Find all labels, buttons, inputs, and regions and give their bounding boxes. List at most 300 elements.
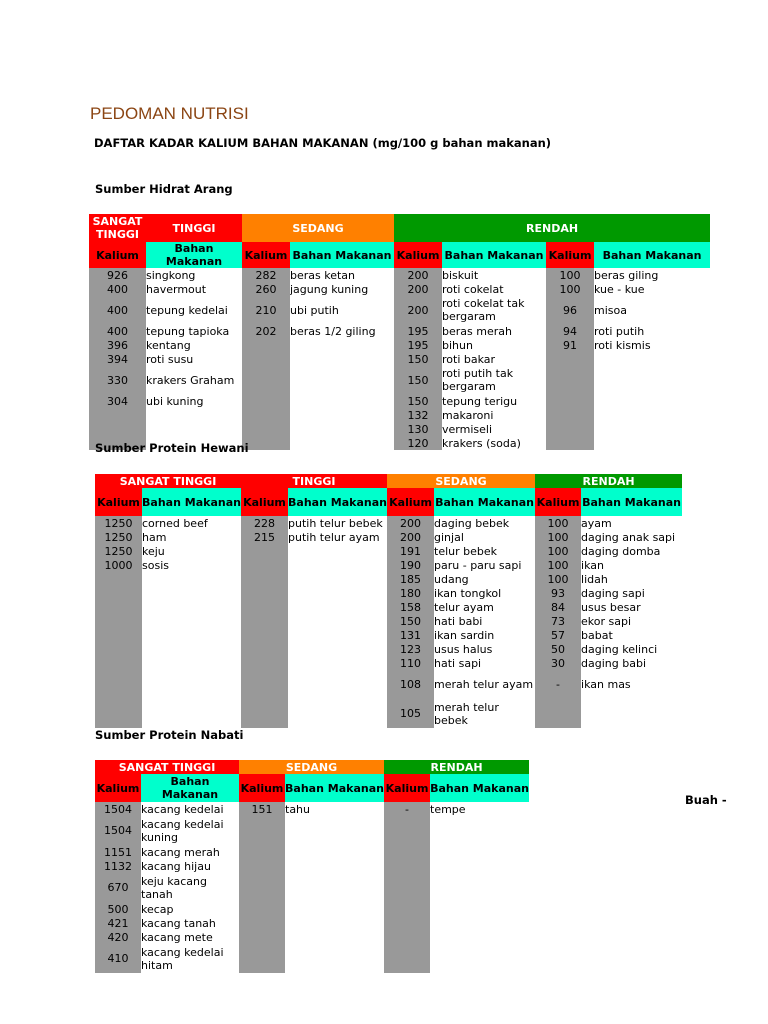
table-row xyxy=(95,699,682,728)
bahan-makanan-value xyxy=(146,408,242,422)
bahan-makanan-value xyxy=(142,614,241,628)
table-row xyxy=(89,296,710,324)
kalium-value: 1504 xyxy=(95,816,141,845)
table-row xyxy=(95,845,529,859)
kalium-value: 100 xyxy=(535,558,581,572)
kalium-value xyxy=(241,656,288,670)
bahan-makanan-value: ekor sapi xyxy=(581,614,682,628)
bahan-makanan-value xyxy=(288,699,387,728)
bahan-makanan-value xyxy=(594,394,710,408)
kalium-value xyxy=(239,845,285,859)
kalium-value xyxy=(242,338,290,352)
table-row xyxy=(95,944,529,973)
kalium-value: 100 xyxy=(535,516,581,530)
header-sedang: SEDANG xyxy=(239,760,384,774)
bahan-makanan-value xyxy=(430,859,529,873)
bahan-makanan-value xyxy=(581,699,682,728)
kalium-value xyxy=(546,394,594,408)
bahan-makanan-value xyxy=(594,436,710,450)
kalium-value: 151 xyxy=(239,802,285,816)
kalium-value: 1000 xyxy=(95,558,142,572)
kalium-value xyxy=(384,859,430,873)
kalium-value: 131 xyxy=(387,628,434,642)
kalium-value: 1250 xyxy=(95,530,142,544)
header-tinggi: TINGGI xyxy=(241,474,387,488)
kalium-value xyxy=(239,873,285,902)
kalium-value xyxy=(239,902,285,916)
bahan-makanan-value: bihun xyxy=(442,338,546,352)
kalium-value: 150 xyxy=(394,394,442,408)
kalium-value: 200 xyxy=(394,268,442,282)
table-row xyxy=(89,394,710,408)
bahan-makanan-value: daging bebek xyxy=(434,516,535,530)
kalium-value: 50 xyxy=(535,642,581,656)
kalium-value: 94 xyxy=(546,324,594,338)
kalium-value xyxy=(384,873,430,902)
bahan-makanan-value: roti kismis xyxy=(594,338,710,352)
table-row xyxy=(95,656,682,670)
header-sedang: SEDANG xyxy=(387,474,535,488)
kalium-value xyxy=(239,816,285,845)
col-bahan-makanan: Bahan Makanan xyxy=(290,242,394,268)
bahan-makanan-value xyxy=(430,873,529,902)
kalium-value xyxy=(241,699,288,728)
bahan-makanan-value: udang xyxy=(434,572,535,586)
bahan-makanan-value xyxy=(288,656,387,670)
subheader-row xyxy=(89,242,710,268)
kalium-value xyxy=(241,628,288,642)
table-row xyxy=(89,268,710,282)
bahan-makanan-value: daging kelinci xyxy=(581,642,682,656)
col-bahan-makanan: Bahan Makanan xyxy=(581,488,682,516)
bahan-makanan-value xyxy=(285,930,384,944)
bahan-makanan-value: merah telur bebek xyxy=(434,699,535,728)
kalium-value xyxy=(242,394,290,408)
bahan-makanan-value: ubi putih xyxy=(290,296,394,324)
bahan-makanan-value xyxy=(142,670,241,699)
kalium-value xyxy=(95,586,142,600)
table-row xyxy=(95,859,529,873)
bahan-makanan-value xyxy=(290,394,394,408)
bahan-makanan-value xyxy=(288,558,387,572)
bahan-makanan-value xyxy=(285,944,384,973)
bahan-makanan-value xyxy=(288,614,387,628)
kalium-value: 400 xyxy=(89,282,146,296)
kalium-value: 91 xyxy=(546,338,594,352)
bahan-makanan-value: telur bebek xyxy=(434,544,535,558)
kalium-value: 200 xyxy=(394,282,442,296)
col-bahan-makanan: Bahan Makanan xyxy=(594,242,710,268)
kalium-value: 400 xyxy=(89,324,146,338)
kalium-value: 200 xyxy=(387,516,434,530)
bahan-makanan-value: roti putih tak bergaram xyxy=(442,366,546,394)
table-row xyxy=(95,544,682,558)
bahan-makanan-value: ikan sardin xyxy=(434,628,535,642)
bahan-makanan-value: usus halus xyxy=(434,642,535,656)
bahan-makanan-value xyxy=(430,916,529,930)
bahan-makanan-value: kacang mete xyxy=(141,930,239,944)
bahan-makanan-value: beras giling xyxy=(594,268,710,282)
kalium-value xyxy=(95,656,142,670)
kalium-value: 57 xyxy=(535,628,581,642)
table-row xyxy=(89,352,710,366)
kalium-value: 396 xyxy=(89,338,146,352)
kalium-value xyxy=(242,366,290,394)
bahan-makanan-value: putih telur ayam xyxy=(288,530,387,544)
kalium-value: 123 xyxy=(387,642,434,656)
bahan-makanan-value: paru - paru sapi xyxy=(434,558,535,572)
bahan-makanan-value xyxy=(594,422,710,436)
bahan-makanan-value xyxy=(290,436,394,450)
kalium-value xyxy=(546,408,594,422)
bahan-makanan-value: hati sapi xyxy=(434,656,535,670)
bahan-makanan-value xyxy=(146,422,242,436)
col-kalium: Kalium xyxy=(546,242,594,268)
bahan-makanan-value xyxy=(285,845,384,859)
kalium-value: 1504 xyxy=(95,802,141,816)
kalium-value xyxy=(239,944,285,973)
table-row xyxy=(89,282,710,296)
table-row xyxy=(95,516,682,530)
kalium-value: 202 xyxy=(242,324,290,338)
kalium-value: 926 xyxy=(89,268,146,282)
bahan-makanan-value xyxy=(142,586,241,600)
kalium-value xyxy=(89,422,146,436)
table-row xyxy=(95,530,682,544)
col-bahan-makanan: Bahan Makanan xyxy=(434,488,535,516)
bahan-makanan-value: havermout xyxy=(146,282,242,296)
bahan-makanan-value: makaroni xyxy=(442,408,546,422)
kalium-value xyxy=(242,352,290,366)
document-subtitle: DAFTAR KADAR KALIUM BAHAN MAKANAN (mg/100 g bahan makanan) xyxy=(94,136,552,150)
bahan-makanan-value xyxy=(285,873,384,902)
bahan-makanan-value: vermiseli xyxy=(442,422,546,436)
bahan-makanan-value xyxy=(288,628,387,642)
bahan-makanan-value: corned beef xyxy=(142,516,241,530)
col-kalium: Kalium xyxy=(387,488,434,516)
bahan-makanan-value xyxy=(288,586,387,600)
kalium-value: 130 xyxy=(394,422,442,436)
bahan-makanan-value: roti putih xyxy=(594,324,710,338)
table-hidrat-arang xyxy=(89,214,710,450)
kalium-value: 150 xyxy=(394,366,442,394)
kalium-value xyxy=(239,916,285,930)
bahan-makanan-value: keju kacang tanah xyxy=(141,873,239,902)
kalium-value: 215 xyxy=(241,530,288,544)
col-bahan-makanan: Bahan Makanan xyxy=(285,774,384,802)
kalium-value xyxy=(384,944,430,973)
kalium-value xyxy=(384,845,430,859)
kalium-value: 110 xyxy=(387,656,434,670)
kalium-value: - xyxy=(384,802,430,816)
bahan-makanan-value: telur ayam xyxy=(434,600,535,614)
kalium-value xyxy=(95,642,142,656)
bahan-makanan-value: merah telur ayam xyxy=(434,670,535,699)
col-bahan-makanan: Bahan Makanan xyxy=(146,242,242,268)
kalium-value: 185 xyxy=(387,572,434,586)
kalium-value: 150 xyxy=(394,352,442,366)
kalium-value: 1132 xyxy=(95,859,141,873)
bahan-makanan-value xyxy=(288,600,387,614)
table-row xyxy=(95,628,682,642)
bahan-makanan-value xyxy=(142,699,241,728)
bahan-makanan-value: kacang kedelai kuning xyxy=(141,816,239,845)
bahan-makanan-value xyxy=(142,642,241,656)
col-bahan-makanan: Bahan Makanan xyxy=(142,488,241,516)
kalium-value xyxy=(95,670,142,699)
kalium-value: 200 xyxy=(394,296,442,324)
kalium-value: 180 xyxy=(387,586,434,600)
kalium-value: 100 xyxy=(535,572,581,586)
kalium-value xyxy=(95,699,142,728)
bahan-makanan-value: usus besar xyxy=(581,600,682,614)
bahan-makanan-value xyxy=(285,916,384,930)
bahan-makanan-value xyxy=(430,930,529,944)
kalium-value xyxy=(241,670,288,699)
kalium-value xyxy=(239,930,285,944)
bahan-makanan-value: daging domba xyxy=(581,544,682,558)
kalium-value xyxy=(242,408,290,422)
kalium-value: 330 xyxy=(89,366,146,394)
bahan-makanan-value xyxy=(288,670,387,699)
kalium-value xyxy=(535,699,581,728)
kalium-value: 421 xyxy=(95,916,141,930)
bahan-makanan-value xyxy=(142,656,241,670)
table-row xyxy=(95,670,682,699)
bahan-makanan-value xyxy=(142,600,241,614)
table-row xyxy=(89,366,710,394)
kalium-value: 30 xyxy=(535,656,581,670)
bahan-makanan-value: kacang kedelai hitam xyxy=(141,944,239,973)
bahan-makanan-value: roti cokelat tak bergaram xyxy=(442,296,546,324)
kalium-value: 400 xyxy=(89,296,146,324)
table-row xyxy=(95,586,682,600)
section-label-protein-hewani: Sumber Protein Hewani xyxy=(95,441,249,455)
col-kalium: Kalium xyxy=(241,488,288,516)
kalium-value xyxy=(546,422,594,436)
bahan-makanan-value xyxy=(430,902,529,916)
bahan-makanan-value: sosis xyxy=(142,558,241,572)
kalium-value xyxy=(384,816,430,845)
bahan-makanan-value: lidah xyxy=(581,572,682,586)
kalium-value xyxy=(241,600,288,614)
kalium-value: 96 xyxy=(546,296,594,324)
bahan-makanan-value: misoa xyxy=(594,296,710,324)
kalium-value: 108 xyxy=(387,670,434,699)
kalium-value: 282 xyxy=(242,268,290,282)
col-kalium: Kalium xyxy=(89,242,146,268)
table-row xyxy=(95,572,682,586)
kalium-value: 190 xyxy=(387,558,434,572)
bahan-makanan-value xyxy=(142,628,241,642)
kalium-value: 100 xyxy=(535,544,581,558)
kalium-value xyxy=(384,902,430,916)
kalium-value xyxy=(95,614,142,628)
kalium-value xyxy=(95,572,142,586)
kalium-value xyxy=(95,628,142,642)
table-row xyxy=(89,422,710,436)
kalium-value: 100 xyxy=(546,282,594,296)
col-kalium: Kalium xyxy=(95,774,141,802)
kalium-value xyxy=(241,614,288,628)
kalium-value xyxy=(241,586,288,600)
header-sedang: SEDANG xyxy=(242,214,394,242)
bahan-makanan-value: tahu xyxy=(285,802,384,816)
bahan-makanan-value: putih telur bebek xyxy=(288,516,387,530)
bahan-makanan-value: ham xyxy=(142,530,241,544)
kalium-value: 195 xyxy=(394,324,442,338)
kalium-value: 394 xyxy=(89,352,146,366)
bahan-makanan-value: kue - kue xyxy=(594,282,710,296)
bahan-makanan-value: beras ketan xyxy=(290,268,394,282)
table-row xyxy=(95,816,529,845)
table-protein-nabati xyxy=(95,760,529,973)
bahan-makanan-value: krakers Graham xyxy=(146,366,242,394)
bahan-makanan-value: kacang hijau xyxy=(141,859,239,873)
header-sangat-tinggi: SANGAT TINGGI xyxy=(95,474,241,488)
bahan-makanan-value xyxy=(430,944,529,973)
bahan-makanan-value xyxy=(285,816,384,845)
kalium-value: 200 xyxy=(387,530,434,544)
kalium-value: 1250 xyxy=(95,544,142,558)
bahan-makanan-value: beras merah xyxy=(442,324,546,338)
bahan-makanan-value: kecap xyxy=(141,902,239,916)
bahan-makanan-value: singkong xyxy=(146,268,242,282)
section-label-buah: Buah - xyxy=(685,793,727,807)
bahan-makanan-value xyxy=(430,816,529,845)
kalium-value: 120 xyxy=(394,436,442,450)
bahan-makanan-value: ikan mas xyxy=(581,670,682,699)
kalium-value xyxy=(241,558,288,572)
bahan-makanan-value xyxy=(285,859,384,873)
kalium-value: 191 xyxy=(387,544,434,558)
kalium-value xyxy=(241,642,288,656)
bahan-makanan-value xyxy=(288,572,387,586)
kalium-value xyxy=(384,916,430,930)
kalium-value: 93 xyxy=(535,586,581,600)
bahan-makanan-value xyxy=(288,642,387,656)
table-row xyxy=(95,930,529,944)
bahan-makanan-value: hati babi xyxy=(434,614,535,628)
bahan-makanan-value xyxy=(290,422,394,436)
bahan-makanan-value: tepung terigu xyxy=(442,394,546,408)
kalium-value xyxy=(546,436,594,450)
bahan-makanan-value xyxy=(594,352,710,366)
bahan-makanan-value: kacang kedelai xyxy=(141,802,239,816)
header-rendah: RENDAH xyxy=(535,474,682,488)
kalium-value: 132 xyxy=(394,408,442,422)
kalium-value: 150 xyxy=(387,614,434,628)
kalium-value: 73 xyxy=(535,614,581,628)
bahan-makanan-value: ayam xyxy=(581,516,682,530)
col-bahan-makanan: Bahan Makanan xyxy=(430,774,529,802)
table-row xyxy=(95,916,529,930)
bahan-makanan-value xyxy=(290,352,394,366)
col-kalium: Kalium xyxy=(95,488,142,516)
kalium-value: 210 xyxy=(242,296,290,324)
bahan-makanan-value: roti bakar xyxy=(442,352,546,366)
bahan-makanan-value xyxy=(594,408,710,422)
col-kalium: Kalium xyxy=(239,774,285,802)
bahan-makanan-value xyxy=(285,902,384,916)
bahan-makanan-value xyxy=(290,338,394,352)
header-tinggi: TINGGI xyxy=(146,214,242,242)
kalium-value: 84 xyxy=(535,600,581,614)
bahan-makanan-value: kacang merah xyxy=(141,845,239,859)
bahan-makanan-value: roti cokelat xyxy=(442,282,546,296)
bahan-makanan-value: ikan xyxy=(581,558,682,572)
table-row xyxy=(89,324,710,338)
kalium-value xyxy=(384,930,430,944)
header-sangat-tinggi: SANGAT TINGGI xyxy=(95,760,239,774)
header-sangat-tinggi: SANGAT TINGGI xyxy=(89,214,146,242)
table-row xyxy=(95,558,682,572)
kalium-value: 195 xyxy=(394,338,442,352)
kalium-value: 410 xyxy=(95,944,141,973)
bahan-makanan-value: kentang xyxy=(146,338,242,352)
table-protein-hewani xyxy=(95,474,682,728)
col-bahan-makanan: Bahan Makanan xyxy=(141,774,239,802)
kalium-value xyxy=(241,544,288,558)
page-title: PEDOMAN NUTRISI xyxy=(90,104,249,123)
kalium-value: 105 xyxy=(387,699,434,728)
bahan-makanan-value: biskuit xyxy=(442,268,546,282)
kalium-value: 420 xyxy=(95,930,141,944)
col-kalium: Kalium xyxy=(394,242,442,268)
bahan-makanan-value: daging babi xyxy=(581,656,682,670)
bahan-makanan-value xyxy=(290,366,394,394)
table-row xyxy=(95,902,529,916)
bahan-makanan-value: tempe xyxy=(430,802,529,816)
kalium-value xyxy=(242,422,290,436)
bahan-makanan-value: keju xyxy=(142,544,241,558)
col-bahan-makanan: Bahan Makanan xyxy=(288,488,387,516)
bahan-makanan-value xyxy=(142,572,241,586)
kalium-value xyxy=(95,600,142,614)
kalium-value: 1151 xyxy=(95,845,141,859)
kalium-value: 158 xyxy=(387,600,434,614)
bahan-makanan-value: beras 1/2 giling xyxy=(290,324,394,338)
kalium-value: 304 xyxy=(89,394,146,408)
bahan-makanan-value: roti susu xyxy=(146,352,242,366)
bahan-makanan-value xyxy=(290,408,394,422)
bahan-makanan-value: babat xyxy=(581,628,682,642)
bahan-makanan-value: tepung kedelai xyxy=(146,296,242,324)
bahan-makanan-value xyxy=(430,845,529,859)
kalium-value: 100 xyxy=(535,530,581,544)
bahan-makanan-value: kacang tanah xyxy=(141,916,239,930)
kalium-value: 228 xyxy=(241,516,288,530)
header-rendah: RENDAH xyxy=(394,214,710,242)
table-row xyxy=(89,408,710,422)
col-bahan-makanan: Bahan Makanan xyxy=(442,242,546,268)
table-row xyxy=(95,802,529,816)
kalium-value: 500 xyxy=(95,902,141,916)
kalium-value xyxy=(546,366,594,394)
table-row xyxy=(95,600,682,614)
kalium-value xyxy=(89,408,146,422)
col-kalium: Kalium xyxy=(535,488,581,516)
bahan-makanan-value xyxy=(594,366,710,394)
table-row xyxy=(95,614,682,628)
kalium-value xyxy=(242,436,290,450)
bahan-makanan-value: krakers (soda) xyxy=(442,436,546,450)
section-label-hidrat-arang: Sumber Hidrat Arang xyxy=(95,182,233,196)
bahan-makanan-value: daging anak sapi xyxy=(581,530,682,544)
kalium-value xyxy=(546,352,594,366)
bahan-makanan-value: daging sapi xyxy=(581,586,682,600)
header-rendah: RENDAH xyxy=(384,760,529,774)
